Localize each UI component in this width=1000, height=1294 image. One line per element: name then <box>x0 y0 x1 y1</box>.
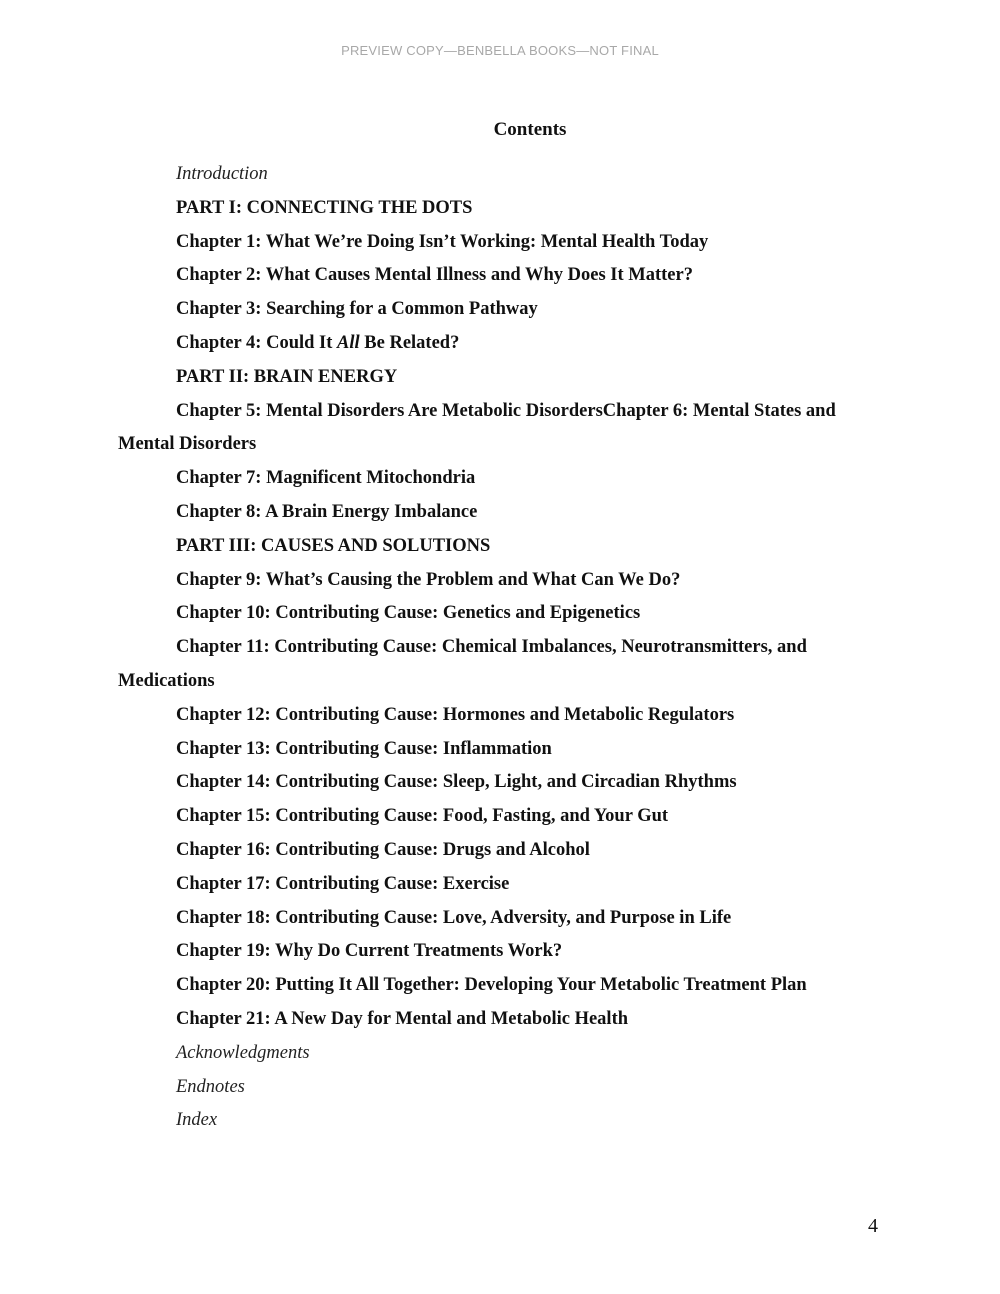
toc-entry-chapter-18: Chapter 18: Contributing Cause: Love, Adversity, and Purpose in Life <box>176 907 732 928</box>
toc-entry-chapter-12: Chapter 12: Contributing Cause: Hormones and Metabolic Regulators <box>176 704 735 725</box>
toc-entry-chapter-7: Chapter 7: Magnificent Mitochondria <box>176 468 476 489</box>
toc-entry-chapter-2: Chapter 2: What Causes Mental Illness and Why Does It Matter? <box>176 265 693 286</box>
toc-entry-chapter-21: Chapter 21: A New Day for Mental and Metabolic Health <box>176 1008 629 1029</box>
toc-entry-chapter-3: Chapter 3: Searching for a Common Pathway <box>176 299 538 320</box>
toc-entry-chapter-19: Chapter 19: Why Do Current Treatments Work? <box>176 941 563 962</box>
toc-entry-chapter-13: Chapter 13: Contributing Cause: Inflammation <box>176 738 552 759</box>
toc-entry-chapter-14: Chapter 14: Contributing Cause: Sleep, Light, and Circadian Rhythms <box>176 772 737 793</box>
toc-entry-chapter-8: Chapter 8: A Brain Energy Imbalance <box>176 501 478 522</box>
contents-title: Contents <box>493 119 567 140</box>
toc-entry-part-2: PART II: BRAIN ENERGY <box>176 366 398 387</box>
toc-entry-endnotes: Endnotes <box>176 1076 245 1097</box>
toc-entry-acknowledgments: Acknowledgments <box>176 1042 310 1063</box>
toc-entry-chapter-20: Chapter 20: Putting It All Together: Developing Your Metabolic Treatment Plan <box>176 975 807 996</box>
toc-entry-chapter-4-after: Be Related? <box>359 332 460 353</box>
toc-entry-chapter-1: Chapter 1: What We’re Doing Isn’t Working: Mental Health Today <box>176 231 709 252</box>
page-number: 4 <box>868 1215 878 1237</box>
table-of-contents <box>118 158 898 1138</box>
toc-entry-index: Index <box>176 1110 218 1131</box>
toc-entry-chapter-4-emphasis: All <box>337 332 360 353</box>
toc-entry-part-3: PART III: CAUSES AND SOLUTIONS <box>176 535 491 556</box>
toc-entry-chapter-9: Chapter 9: What’s Causing the Problem and What Can We Do? <box>176 569 681 590</box>
toc-entry-chapter-16: Chapter 16: Contributing Cause: Drugs and Alcohol <box>176 839 590 860</box>
toc-entry-introduction: Introduction <box>176 164 268 184</box>
toc-entry-chapter-17: Chapter 17: Contributing Cause: Exercise <box>176 873 510 894</box>
toc-entry-chapter-11: Chapter 11: Contributing Cause: Chemical Imbalances, Neurotransmitters, and Medications <box>118 637 807 691</box>
toc-entry-part-1: PART I: CONNECTING THE DOTS <box>176 197 473 218</box>
toc-entry-chapter-15: Chapter 15: Contributing Cause: Food, Fasting, and Your Gut <box>176 806 669 827</box>
toc-entry-chapter-5-6: Chapter 5: Mental Disorders Are Metabolic DisordersChapter 6: Mental States and Mental Disorders <box>118 400 836 455</box>
toc-entry-chapter-4 <box>118 327 898 361</box>
toc-entry-chapter-4-before: Chapter 4: Could It <box>176 332 338 353</box>
toc-entry-chapter-10: Chapter 10: Contributing Cause: Genetics and Epigenetics <box>176 603 641 624</box>
preview-copy-banner: PREVIEW COPY—BENBELLA BOOKS—NOT FINAL <box>341 43 659 58</box>
